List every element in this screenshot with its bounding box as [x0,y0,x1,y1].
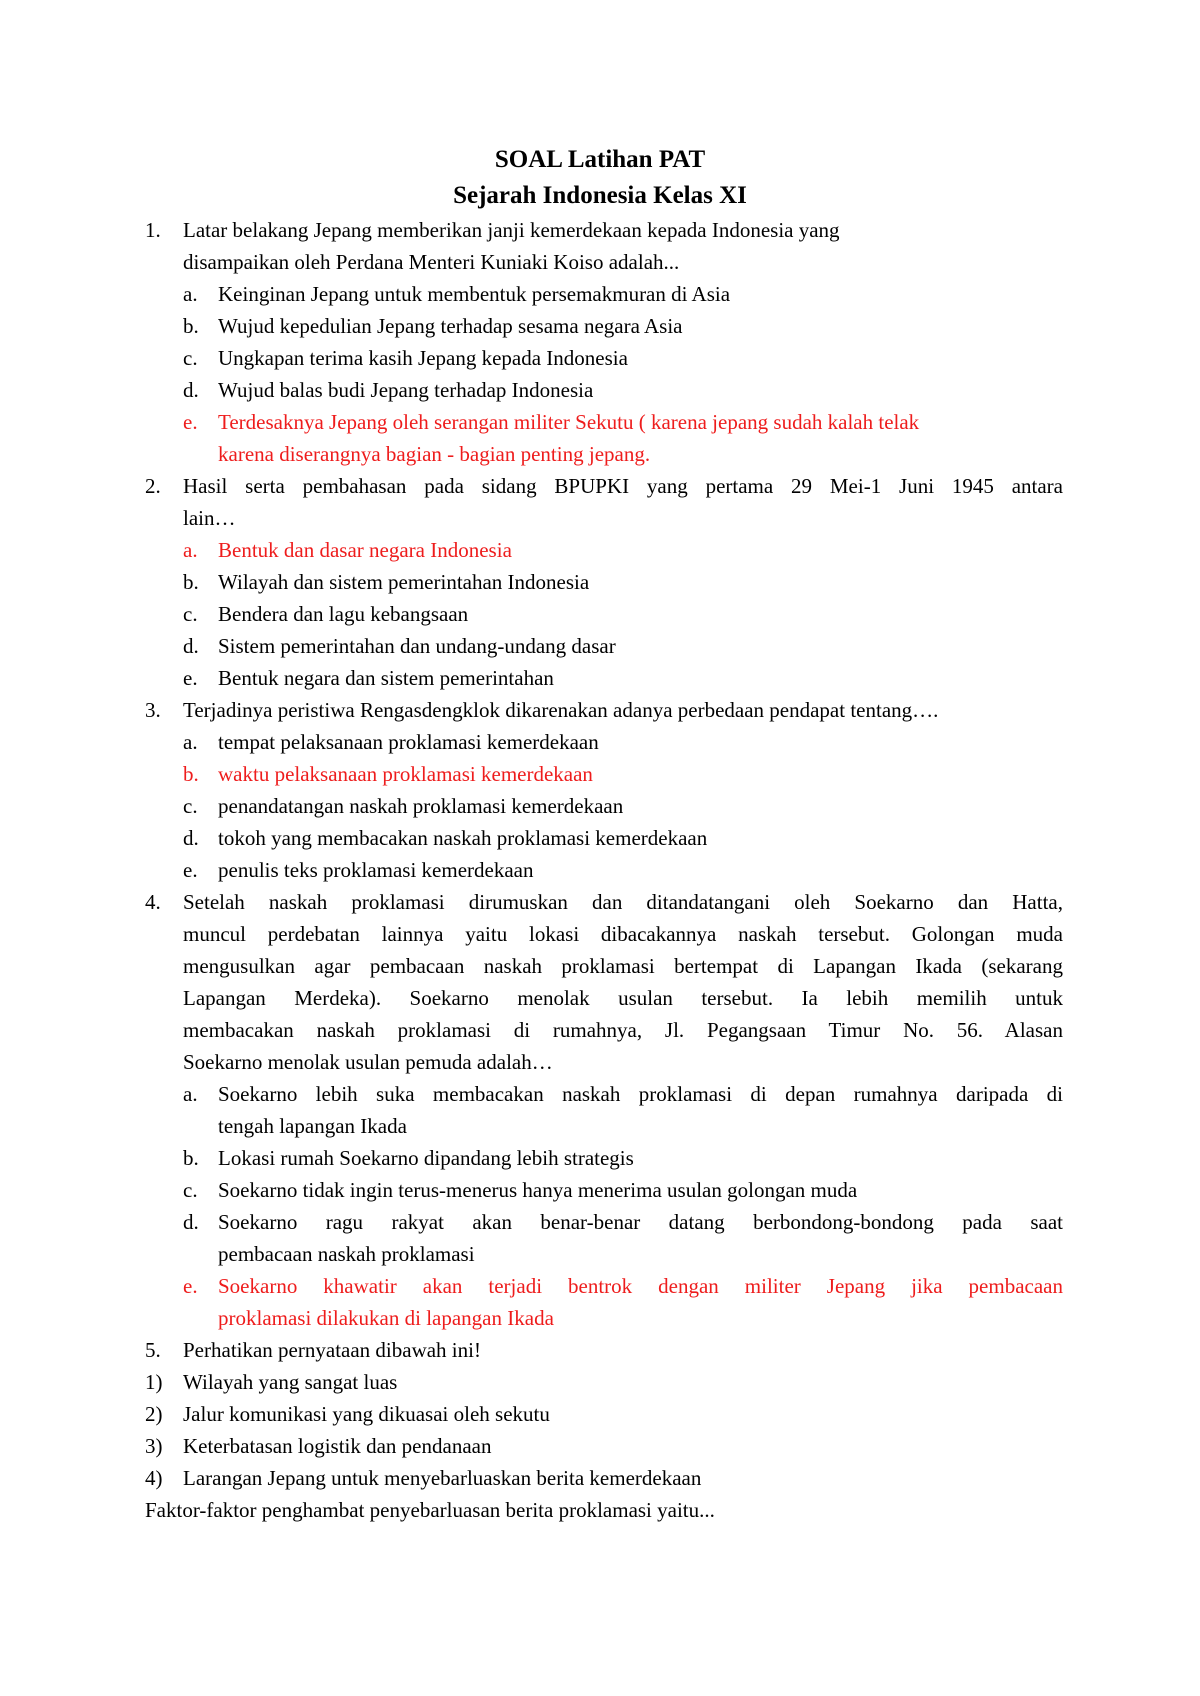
option-text: Soekarno tidak ingin terus-menerus hanya menerima usulan golongan muda [218,1178,858,1202]
question-number: 1. [145,218,161,242]
option-letter: a. [183,1082,198,1106]
option-letter-answer: e. [183,1274,198,1298]
document-subtitle: Sejarah Indonesia Kelas XI [453,182,747,209]
option-letter: a. [183,730,198,754]
option-letter: c. [183,794,198,818]
option-text-answer: waktu pelaksanaan proklamasi kemerdekaan [218,762,593,786]
option-text: Wujud balas budi Jepang terhadap Indonesia [218,378,594,402]
statement-number: 1) [145,1370,163,1394]
statement-text: Jalur komunikasi yang dikuasai oleh sekutu [183,1402,550,1426]
question-number: 4. [145,890,161,914]
document-title: SOAL Latihan PAT [494,146,706,173]
option-text: penandatangan naskah proklamasi kemerdekaan [218,794,624,818]
question-text [183,470,1063,534]
question-text-line: Latar belakang Jepang memberikan janji kemerdekaan kepada Indonesia yang [183,218,840,242]
option-text-answer: Bentuk dan dasar negara Indonesia [218,538,512,562]
option-text-line: Soekarno ragu rakyat akan benar-benar datang berbondong-bondong pada saat [218,1210,1063,1234]
question-text-line: lain… [183,506,236,530]
option-text: Keinginan Jepang untuk membentuk persemakmuran di Asia [218,282,731,306]
option-text-line: pembacaan naskah proklamasi [218,1242,475,1266]
option-letter: d. [183,1210,199,1234]
option-letter-answer: a. [183,538,198,562]
option-text: Bendera dan lagu kebangsaan [218,602,469,626]
option-letter: a. [183,282,198,306]
question-number: 3. [145,698,161,722]
option-text-line: Soekarno khawatir akan terjadi bentrok dengan militer Jepang jika pembacaan [218,1274,1063,1298]
option-text-line: Soekarno lebih suka membacakan naskah proklamasi di depan rumahnya daripada di [218,1082,1063,1106]
question-closing-text: Faktor-faktor penghambat penyebarluasan berita proklamasi yaitu... [145,1498,715,1522]
option-letter: e. [183,666,198,690]
question-text-line: Hasil serta pembahasan pada sidang BPUPKI yang pertama 29 Mei-1 Juni 1945 antara [183,474,1063,498]
question-text-line: Terjadinya peristiwa Rengasdengklok dikarenakan adanya perbedaan pendapat tentang…. [183,698,939,722]
question-text-line: Lapangan Merdeka). Soekarno menolak usulan tersebut. Ia lebih memilih untuk [183,986,1063,1010]
option-letter-answer: e. [183,410,198,434]
option-text: tokoh yang membacakan naskah proklamasi kemerdekaan [218,826,708,850]
option-text-answer: Terdesaknya Jepang oleh serangan militer Sekutu ( karena jepang sudah kalah telak [218,410,920,434]
option-text: Wujud kepedulian Jepang terhadap sesama negara Asia [218,314,683,338]
statement-text: Wilayah yang sangat luas [183,1370,398,1394]
option-text: Lokasi rumah Soekarno dipandang lebih strategis [218,1146,634,1170]
question-text-line: Soekarno menolak usulan pemuda adalah… [183,1050,553,1074]
option-text: Sistem pemerintahan dan undang-undang dasar [218,634,616,658]
option-letter: d. [183,826,199,850]
question-text-line: muncul perdebatan lainnya yaitu lokasi dibacakannya naskah tersebut. Golongan muda [183,922,1063,946]
question-number: 5. [145,1338,161,1362]
option-letter: b. [183,314,199,338]
option-letter: d. [183,634,199,658]
option-text: Ungkapan terima kasih Jepang kepada Indonesia [218,346,628,370]
option-text: tempat pelaksanaan proklamasi kemerdekaan [218,730,599,754]
statement-text: Keterbatasan logistik dan pendanaan [183,1434,492,1458]
option-text-answer: karena diserangnya bagian - bagian penting jepang. [218,442,651,466]
question-text-line: mengusulkan agar pembacaan naskah proklamasi bertempat di Lapangan Ikada (sekarang [183,954,1063,978]
option-letter: b. [183,570,199,594]
question-number: 2. [145,474,161,498]
statement-number: 4) [145,1466,163,1490]
option-text [218,1078,1063,1142]
statement-number: 3) [145,1434,163,1458]
option-text: Bentuk negara dan sistem pemerintahan [218,666,554,690]
question-text-line: membacakan naskah proklamasi di rumahnya, Jl. Pegangsaan Timur No. 56. Alasan [183,1018,1063,1042]
option-text-line: tengah lapangan Ikada [218,1114,407,1138]
option-text-line: proklamasi dilakukan di lapangan Ikada [218,1306,554,1330]
option-letter: b. [183,1146,199,1170]
option-text: Wilayah dan sistem pemerintahan Indonesia [218,570,590,594]
question-text-line: Setelah naskah proklamasi dirumuskan dan ditandatangani oleh Soekarno dan Hatta, [183,890,1063,914]
option-letter: d. [183,378,199,402]
question-text-line: disampaikan oleh Perdana Menteri Kuniaki Koiso adalah... [183,250,680,274]
option-text [218,1206,1063,1270]
question-text-line: Perhatikan pernyataan dibawah ini! [183,1338,481,1362]
option-letter: c. [183,346,198,370]
option-text-answer [218,1270,1063,1334]
option-letter: c. [183,602,198,626]
statement-text: Larangan Jepang untuk menyebarluaskan berita kemerdekaan [183,1466,702,1490]
question-text [183,886,1063,1078]
option-text: penulis teks proklamasi kemerdekaan [218,858,534,882]
option-letter: e. [183,858,198,882]
statement-number: 2) [145,1402,163,1426]
option-letter: c. [183,1178,198,1202]
option-letter-answer: b. [183,762,199,786]
